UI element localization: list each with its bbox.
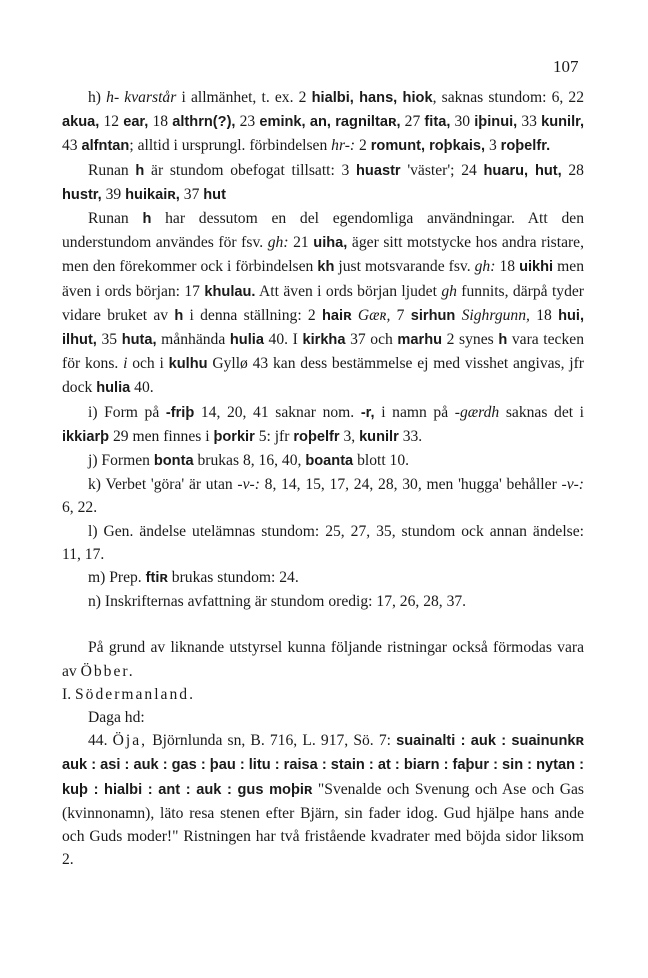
text-run: brukas 8, 16, 40, — [193, 452, 306, 470]
text-run: 35 — [96, 331, 122, 349]
text-run: 33 — [517, 113, 542, 131]
text-run: i allmänhet, t. ex. 2 — [176, 89, 312, 106]
text-run: "Svenalde och Svenung och Ase och Gas (kvinnonamn), läto resa stenen efter Bjärn, sin fader idog. Gud hjälpe hans ande och Guds moder!" Ristningen har två fristående kvadrater med böjda sidor liksom 2. — [62, 780, 584, 869]
text-run: ; alltid i ursprungl. förbindelsen — [129, 137, 332, 155]
runic-transliteration: huikaiʀ, — [125, 186, 180, 203]
italic-term: Sighrgunn, — [461, 306, 530, 324]
paragraph-p12 — [62, 706, 584, 729]
text-run: 18 — [495, 258, 520, 276]
paragraph-p07 — [62, 520, 584, 566]
runic-transliteration: althrn(?), — [172, 114, 236, 131]
text-run: 6, 22. — [62, 499, 98, 517]
runic-transliteration: -r, — [360, 404, 375, 421]
italic-term: gh: — [474, 258, 496, 276]
text-run: Runan — [88, 210, 143, 228]
text-run: I. — [62, 685, 75, 703]
page-number: 107 — [553, 57, 579, 76]
runic-transliteration: roþelfr. — [500, 138, 551, 155]
text-run: h) — [88, 89, 107, 106]
text-run: 44. — [88, 732, 113, 750]
runic-transliteration: suainalti : auk : suainunkʀ auk : asi : auk : gas : þau : litu : raisa : stain : at : biarn : faþur : sin : nytan : kuþ : hialbi : ant : auk : gus moþiʀ — [62, 733, 584, 798]
text-run: Att även i ords början ljudet — [255, 282, 442, 300]
text-run: Öja, — [112, 732, 148, 750]
runic-transliteration: h — [142, 211, 152, 228]
italic-term: i — [123, 355, 128, 373]
runic-transliteration: ftiʀ — [145, 570, 168, 587]
runic-transliteration: huaru, hut, — [483, 162, 562, 179]
paragraph-p05 — [62, 449, 584, 473]
text-run: har dessutom en del egendomliga användningar. Att den understundom användes för fsv. — [62, 210, 584, 252]
runic-transliteration: bonta — [153, 453, 194, 470]
text-run: l) Gen. ändelse utelämnas stundom: 25, 27, 35, stundom ock annan ändelse: 11, 17. — [62, 522, 584, 563]
paragraph-p01 — [62, 86, 584, 159]
paragraph-p02 — [62, 159, 584, 207]
runic-transliteration: hui, ilhut, — [62, 307, 585, 349]
text-run: 43 — [62, 137, 82, 155]
text-run: j) Formen — [88, 452, 154, 470]
text-run: Daga hd: — [88, 709, 145, 727]
runic-transliteration: kulhu — [168, 356, 208, 373]
text-run: m) Prep. — [88, 569, 146, 587]
text-run: Björnlunda sn, B. 716, L. 917, Sö. 7: — [147, 732, 397, 750]
italic-term: -v-: — [237, 476, 260, 494]
text-run: vara tecken för kons. — [62, 331, 584, 373]
italic-term: h- kvarstår — [106, 89, 177, 106]
text-run: 37 och — [345, 331, 398, 349]
runic-transliteration: khulau. — [204, 283, 256, 300]
runic-transliteration: ear, — [123, 114, 149, 131]
paragraph-p09 — [62, 590, 584, 613]
paragraph-p10 — [62, 636, 584, 682]
runic-transliteration: hialbi, hans, hiok — [311, 90, 433, 106]
runic-transliteration: -friþ — [165, 404, 195, 421]
text-run: i denna ställning: 2 — [183, 306, 322, 324]
italic-term: -gærdh — [454, 403, 500, 421]
italic-term: -v-: — [561, 476, 584, 494]
runic-transliteration: huta, — [121, 332, 157, 349]
text-run: 18 — [148, 113, 173, 131]
runic-transliteration: uiha, — [313, 235, 348, 252]
runic-transliteration: haiʀ — [322, 307, 352, 324]
text-run: 33. — [398, 427, 423, 445]
paragraph-p03 — [62, 207, 584, 401]
text-run: k) Verbet 'göra' är utan — [88, 476, 238, 494]
runic-transliteration: hustr, — [62, 186, 102, 203]
runic-transliteration: kirkha — [302, 332, 346, 349]
runic-transliteration: huastr — [356, 162, 401, 179]
runic-transliteration: kunilr — [359, 428, 399, 445]
text-run: 39 — [101, 185, 126, 203]
text-run: 28 — [561, 161, 584, 179]
text-run: n) Inskrifternas avfattning är stundom oredig: 17, 26, 28, 37. — [88, 593, 467, 611]
text-run: 37 — [179, 185, 204, 203]
text-run: Runan — [88, 161, 136, 179]
text-run: Södermanland. — [75, 685, 195, 703]
text-run: På grund av liknande utstyrsel kunna följande ristningar också förmodas vara av — [62, 639, 584, 680]
text-run: och i — [127, 355, 169, 373]
text-run: månhända — [156, 331, 230, 349]
runic-transliteration: h — [135, 162, 145, 179]
text-run: 'väster'; 24 — [400, 161, 484, 179]
text-run: 23 — [235, 113, 260, 131]
text-run: Gyllø 43 kan dess bestämmelse ej med visshet angivas, jfr dock — [62, 355, 584, 397]
runic-transliteration: hut — [203, 186, 226, 203]
runic-transliteration: romunt, roþkais, — [370, 138, 486, 155]
text-run: 12 — [99, 113, 124, 131]
runic-transliteration: emink, an, ragniltaʀ, — [259, 114, 401, 131]
italic-term: gh: — [267, 234, 289, 252]
text-run: 8, 14, 15, 17, 24, 28, 30, men 'hugga' behåller — [259, 476, 562, 494]
paragraph-p06 — [62, 473, 584, 519]
text-run: 40. — [130, 379, 154, 397]
italic-term: Gæʀ, — [357, 306, 391, 324]
text-run: 2 synes — [442, 331, 499, 349]
text-run: äger sitt motstycke hos andra ristare, men den förekommer ock i förbindelsen — [62, 234, 584, 276]
text-run: blott 10. — [353, 452, 410, 470]
runic-transliteration: uikhi — [519, 259, 554, 276]
runic-transliteration: h — [498, 332, 508, 349]
text-run: brukas stundom: 24. — [167, 569, 299, 587]
text-run: 27 — [400, 113, 425, 131]
paragraph-gap — [62, 613, 584, 636]
text-run: men även i ords början: 17 — [62, 258, 584, 300]
italic-term: hr-: — [331, 137, 356, 155]
text-run: 18 — [529, 306, 559, 324]
text-run: funnits, därpå tyder vidare bruket av — [62, 282, 584, 324]
text-run: , saknas stundom: 6, 22 — [432, 89, 585, 106]
runic-transliteration: iþinui, — [474, 114, 518, 131]
text-run: 40. I — [263, 331, 303, 349]
text-run: saknas det i — [499, 403, 585, 421]
text-run: 3 — [485, 137, 501, 155]
body-text — [62, 86, 584, 872]
text-run: 14, 20, 41 saknar nom. — [194, 403, 361, 421]
runic-transliteration: kh — [317, 259, 335, 276]
runic-transliteration: roþelfr — [293, 428, 340, 445]
runic-transliteration: alfntan — [81, 138, 130, 155]
runic-transliteration: kunilr, — [541, 114, 585, 131]
runic-transliteration: ikkiarþ — [62, 428, 110, 445]
text-run: 3, — [339, 427, 360, 445]
paragraph-p08 — [62, 566, 584, 590]
runic-transliteration: hulia — [229, 332, 264, 349]
text-run: är stundom obefogat tillsatt: 3 — [144, 161, 357, 179]
text-run: 5: jfr — [254, 427, 294, 445]
runic-transliteration: hulia — [96, 380, 131, 397]
runic-transliteration: h — [174, 307, 184, 324]
text-run: i namn på — [374, 403, 455, 421]
paragraph-p11 — [62, 683, 584, 706]
text-run: 30 — [450, 113, 475, 131]
text-run: 7 — [390, 306, 411, 324]
runic-transliteration: þorkir — [213, 428, 255, 445]
runic-transliteration: akua, — [62, 114, 100, 131]
paragraph-p04 — [62, 401, 584, 449]
text-run: Öbber. — [80, 662, 135, 680]
runic-transliteration: sirhun — [410, 307, 456, 324]
runic-transliteration: marhu — [397, 332, 443, 349]
text-run: 21 — [288, 234, 314, 252]
text-run: 2 — [355, 137, 371, 155]
italic-term: gh — [441, 282, 457, 300]
text-run: 29 men finnes i — [109, 427, 214, 445]
runic-transliteration: fita, — [424, 114, 451, 131]
runic-transliteration: boanta — [305, 453, 354, 470]
text-run: i) Form på — [88, 403, 166, 421]
paragraph-p13 — [62, 729, 584, 871]
text-run: just motsvarande fsv. — [334, 258, 475, 276]
